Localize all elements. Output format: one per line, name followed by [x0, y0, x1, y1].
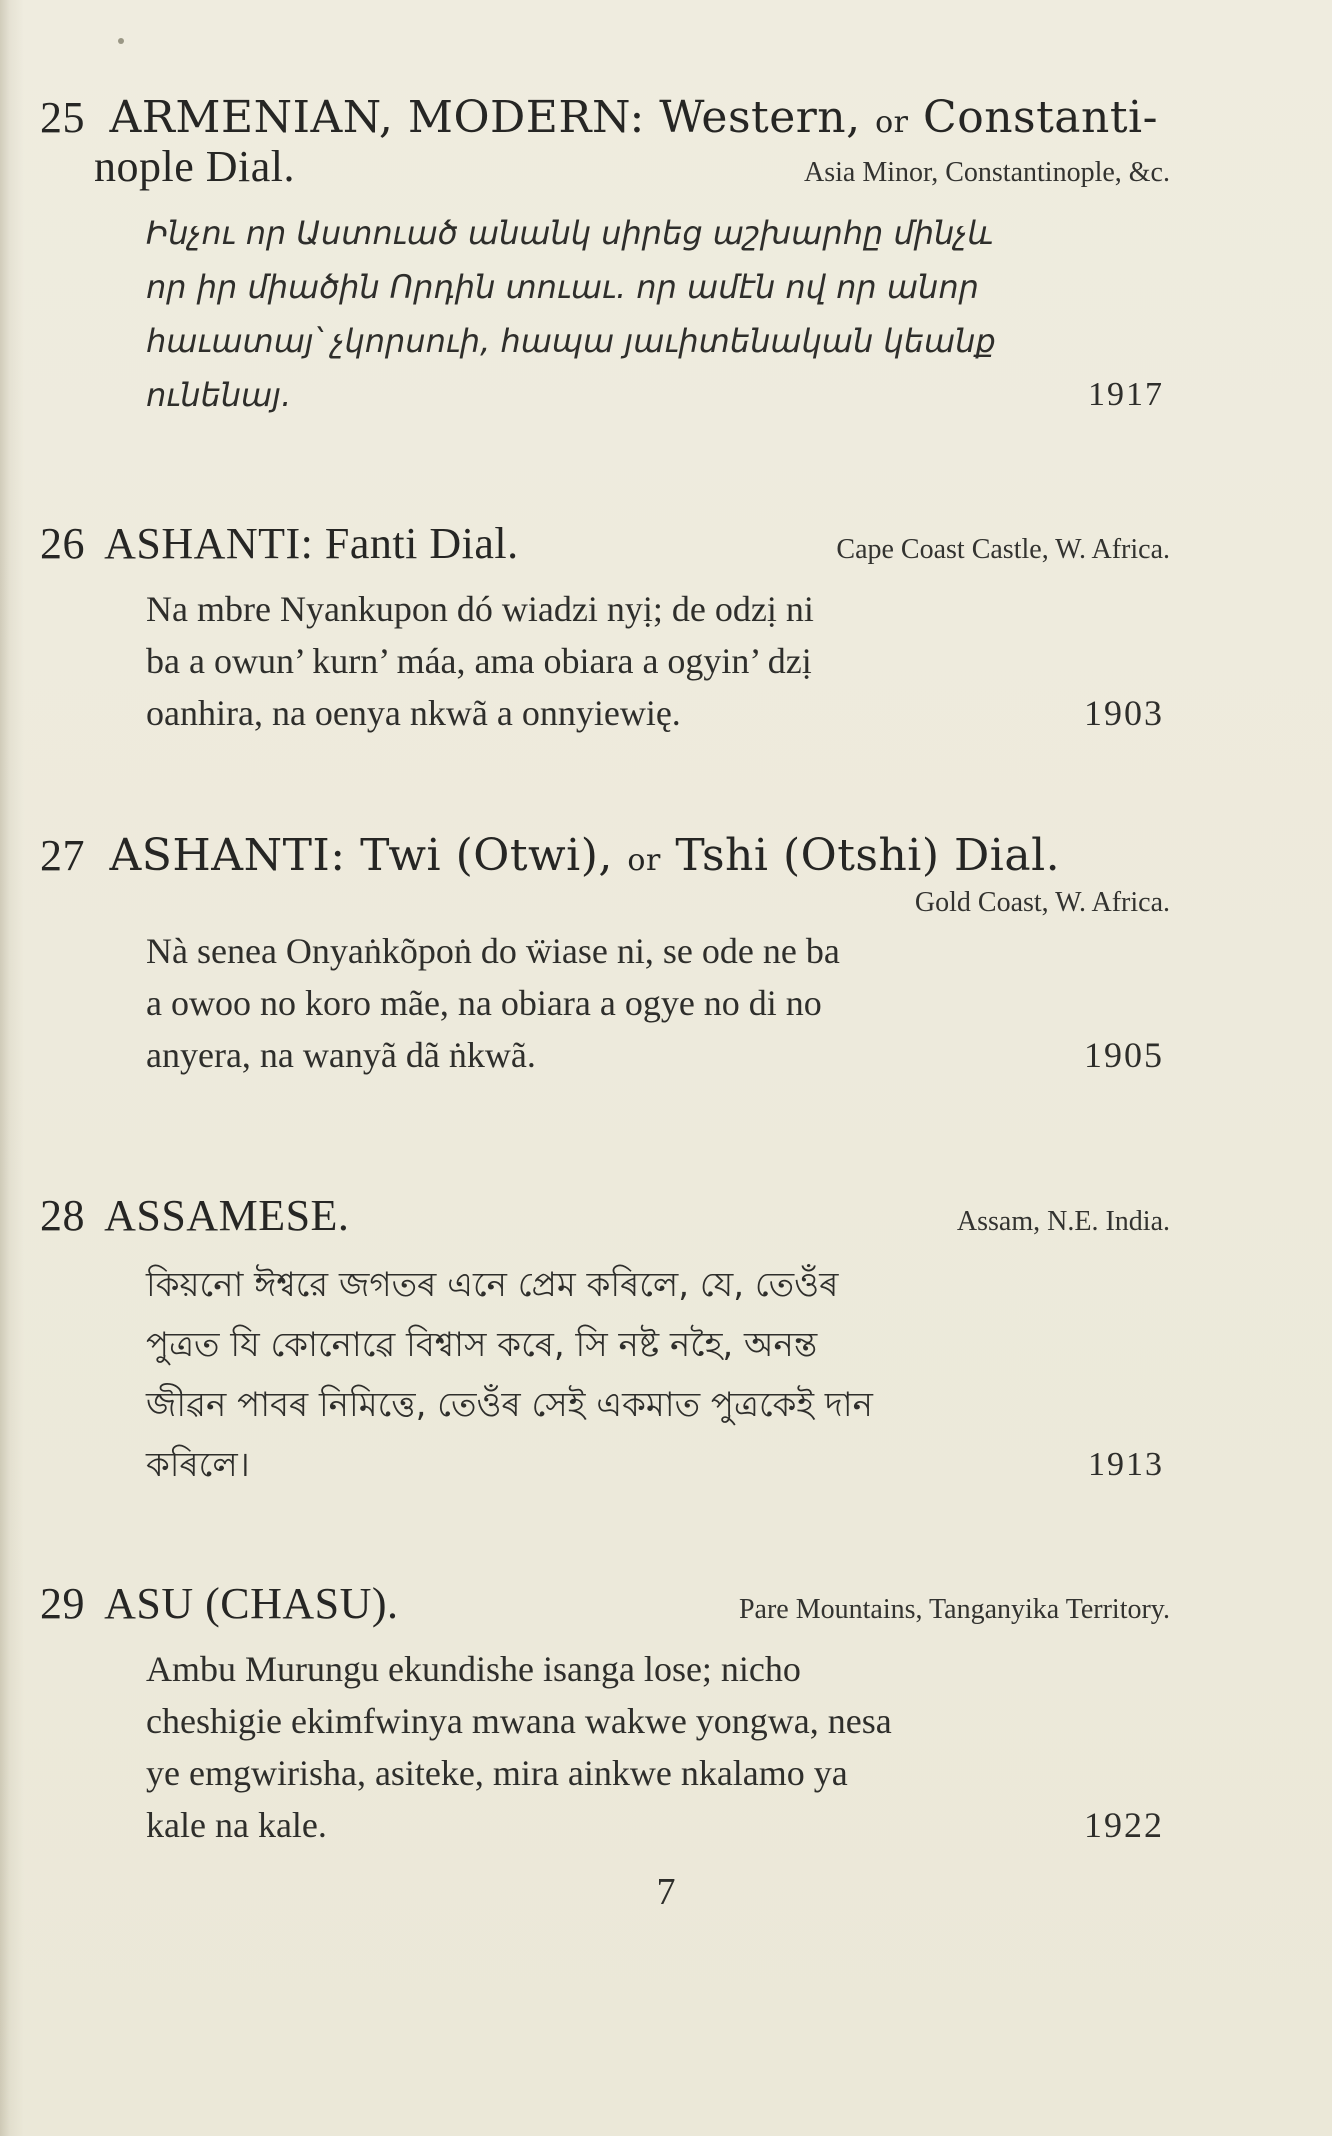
entry-number: 28	[40, 1191, 85, 1240]
entry-number: 26	[40, 519, 85, 568]
paper-speck	[118, 38, 124, 44]
entry-title-or: or	[627, 843, 661, 878]
text-line: Ինչու որ Աստուած անանկ սիրեց աշխարհը մինչև	[146, 214, 994, 252]
entry-location: Assam, N.E. India.	[956, 1206, 1170, 1237]
text-line: জীৱন পাবৰ নিমিত্তে, তেওঁৰ সেই একমাত পুত্ৰকেই দান	[146, 1385, 873, 1425]
text-line: ba a owun’ kurn’ máa, ama obiara a ogyin’ dzị	[146, 641, 812, 681]
entry-location: Pare Mountains, Tanganyika Territory.	[738, 1594, 1170, 1625]
entry-text	[146, 206, 1164, 422]
entry-armenian	[40, 92, 1170, 422]
entry-assamese	[40, 1190, 1170, 1495]
entry-number: 27	[40, 831, 85, 880]
text-line: anyera, na wanyã dã ṅkwã.	[146, 1035, 536, 1075]
entry-heading	[40, 1578, 399, 1629]
entry-year: 1903	[1084, 693, 1164, 733]
entry-title-or: or	[875, 105, 909, 140]
entry-year: 1905	[1084, 1035, 1164, 1075]
entry-text	[146, 1255, 1164, 1495]
entry-title: ASSAMESE.	[104, 1191, 350, 1240]
entry-title: ARMENIAN, MODERN: Western,	[109, 92, 861, 143]
page-number: 7	[656, 1871, 676, 1913]
entry-heading	[40, 1190, 349, 1241]
text-line: cheshigie ekimfwinya mwana wakwe yongwa, nesa	[146, 1701, 892, 1741]
text-line: ունենայ.	[146, 376, 292, 414]
entry-year: 1922	[1084, 1805, 1164, 1845]
entry-asu	[40, 1578, 1170, 1851]
entry-title-continued: Constanti-	[923, 92, 1158, 143]
entry-heading	[40, 92, 1170, 143]
text-line: որ իր միածին Որդին տուաւ. որ ամէն ով որ անոր	[146, 268, 979, 306]
text-line: কিয়নো ঈশ্বরে জগতৰ এনে প্ৰেম কৰিলে, যে, তেওঁৰ	[146, 1265, 839, 1305]
entry-heading	[40, 518, 519, 569]
entry-fanti	[40, 518, 1170, 739]
entry-location: Gold Coast, W. Africa.	[914, 887, 1170, 918]
text-line: ye emgwirisha, asiteke, mira ainkwe nkalamo ya	[146, 1753, 848, 1793]
entry-heading	[40, 830, 1170, 881]
entry-number: 29	[40, 1579, 85, 1628]
text-line: Ambu Murungu ekundishe isanga lose; nicho	[146, 1649, 801, 1689]
entry-text	[146, 1643, 1164, 1851]
entry-text	[146, 583, 1164, 739]
entry-year: 1917	[1088, 376, 1164, 413]
text-line: a owoo no koro mãe, na obiara a ogye no di no	[146, 983, 822, 1023]
text-line: kale na kale.	[146, 1805, 327, 1845]
text-line: oanhira, na oenya nkwã a onnyiewię.	[146, 693, 681, 733]
entry-year: 1913	[1088, 1446, 1164, 1483]
entry-title: ASU (CHASU).	[104, 1579, 399, 1628]
entry-location: Cape Coast Castle, W. Africa.	[836, 534, 1170, 565]
entry-title: ASHANTI: Fanti Dial.	[104, 519, 519, 568]
entry-twi	[40, 830, 1170, 1081]
text-line: Nà senea Onyaṅkõpoṅ do ẅiase ni, se ode ne ba	[146, 931, 840, 971]
entry-title: ASHANTI: Twi (Otwi),	[109, 830, 613, 881]
text-line: পুত্ৰত যি কোনোৱে বিশ্বাস কৰে, সি নষ্ট নহৈ, অনন্ত	[146, 1325, 818, 1365]
entry-text	[146, 925, 1164, 1081]
entry-title-line2: nople Dial.	[94, 142, 296, 191]
entry-number: 25	[40, 93, 85, 142]
text-line: հաւատայ՝ չկորսուի, հապա յաւիտենական կեանք	[146, 322, 996, 360]
entry-location: Asia Minor, Constantinople, &c.	[804, 157, 1170, 188]
entry-title-continued: Tshi (Otshi) Dial.	[675, 830, 1061, 881]
text-line: Na mbre Nyankupon dó wiadzi nyị; de odzị ni	[146, 589, 814, 629]
text-line: কৰিলে।	[146, 1445, 250, 1485]
